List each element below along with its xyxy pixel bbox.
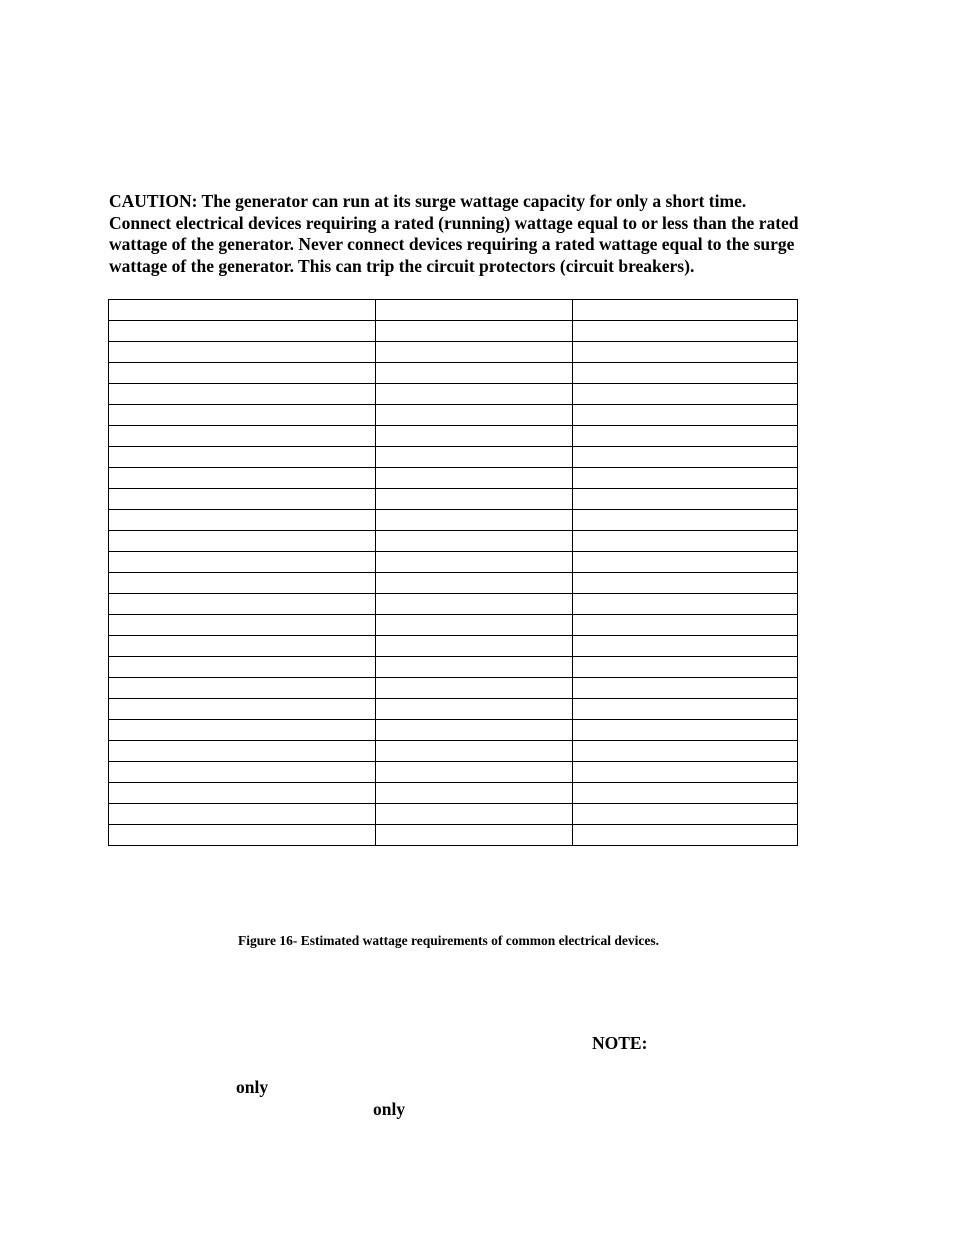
table-cell xyxy=(109,510,376,531)
table-row xyxy=(109,783,798,804)
table-row xyxy=(109,615,798,636)
table-cell xyxy=(109,825,376,846)
table-cell xyxy=(573,342,798,363)
table-cell xyxy=(109,699,376,720)
table-row xyxy=(109,594,798,615)
table-cell xyxy=(109,552,376,573)
table-row xyxy=(109,720,798,741)
table-cell xyxy=(573,531,798,552)
table-cell xyxy=(573,405,798,426)
caution-line: wattage of the generator. This can trip the circuit protectors (circuit breakers). xyxy=(109,255,695,276)
table-row xyxy=(109,447,798,468)
table-cell xyxy=(109,342,376,363)
table-cell xyxy=(573,384,798,405)
table-row xyxy=(109,699,798,720)
table-cell xyxy=(376,573,573,594)
table-cell xyxy=(573,426,798,447)
table-cell xyxy=(109,489,376,510)
table-cell xyxy=(573,363,798,384)
table-cell xyxy=(109,741,376,762)
table-cell xyxy=(573,804,798,825)
table-cell xyxy=(573,741,798,762)
table-cell xyxy=(376,657,573,678)
table-cell xyxy=(573,825,798,846)
note-emphasis-only: only xyxy=(236,1077,269,1097)
wattage-table xyxy=(108,299,798,846)
table-cell xyxy=(376,783,573,804)
table-cell xyxy=(376,636,573,657)
table-cell xyxy=(109,447,376,468)
table-cell xyxy=(573,489,798,510)
table-cell xyxy=(376,552,573,573)
table-cell xyxy=(376,342,573,363)
table-cell xyxy=(573,783,798,804)
table-cell xyxy=(109,804,376,825)
table-cell xyxy=(573,657,798,678)
wattage-table-body xyxy=(109,300,798,846)
table-cell xyxy=(573,321,798,342)
table-cell xyxy=(573,468,798,489)
table-cell xyxy=(109,762,376,783)
table-cell xyxy=(109,363,376,384)
figure-caption: Figure 16- Estimated wattage requirements of common electrical devices. xyxy=(238,933,660,948)
table-cell xyxy=(376,678,573,699)
table-row xyxy=(109,531,798,552)
table-cell xyxy=(376,426,573,447)
table-cell xyxy=(376,384,573,405)
table-row xyxy=(109,804,798,825)
table-cell xyxy=(109,636,376,657)
table-row xyxy=(109,300,798,321)
table-cell xyxy=(573,573,798,594)
table-row xyxy=(109,552,798,573)
table-row xyxy=(109,678,798,699)
table-row xyxy=(109,636,798,657)
table-cell xyxy=(573,720,798,741)
table-cell xyxy=(573,300,798,321)
table-cell xyxy=(109,300,376,321)
table-cell xyxy=(573,762,798,783)
table-row xyxy=(109,489,798,510)
table-cell xyxy=(109,594,376,615)
table-cell xyxy=(376,405,573,426)
table-row xyxy=(109,321,798,342)
table-row xyxy=(109,573,798,594)
table-cell xyxy=(376,531,573,552)
table-row xyxy=(109,510,798,531)
table-row xyxy=(109,426,798,447)
table-cell xyxy=(376,825,573,846)
table-cell xyxy=(376,300,573,321)
table-cell xyxy=(109,783,376,804)
table-cell xyxy=(376,699,573,720)
table-cell xyxy=(376,741,573,762)
table-cell xyxy=(376,594,573,615)
caution-line: CAUTION: The generator can run at its surge wattage capacity for only a short time. xyxy=(109,191,747,211)
table-cell xyxy=(573,594,798,615)
table-row xyxy=(109,405,798,426)
table-cell xyxy=(573,552,798,573)
table-cell xyxy=(573,636,798,657)
table-cell xyxy=(376,615,573,636)
table-cell xyxy=(109,468,376,489)
table-cell xyxy=(573,615,798,636)
table-cell xyxy=(109,405,376,426)
table-cell xyxy=(109,321,376,342)
table-cell xyxy=(376,363,573,384)
table-cell xyxy=(573,510,798,531)
table-cell xyxy=(109,426,376,447)
note-emphasis-only: only xyxy=(373,1099,406,1119)
table-cell xyxy=(376,510,573,531)
table-cell xyxy=(376,762,573,783)
table-cell xyxy=(109,657,376,678)
table-row xyxy=(109,363,798,384)
table-cell xyxy=(376,804,573,825)
table-cell xyxy=(376,489,573,510)
table-row xyxy=(109,468,798,489)
caution-line: wattage of the generator. Never connect devices requiring a rated wattage equal to the surge xyxy=(109,234,795,254)
caution-paragraph xyxy=(109,191,869,277)
table-row xyxy=(109,657,798,678)
table-cell xyxy=(376,468,573,489)
table-cell xyxy=(573,447,798,468)
table-cell xyxy=(376,447,573,468)
table-cell xyxy=(109,573,376,594)
table-cell xyxy=(376,720,573,741)
table-row xyxy=(109,762,798,783)
table-cell xyxy=(109,720,376,741)
table-cell xyxy=(109,384,376,405)
table-cell xyxy=(109,615,376,636)
table-row xyxy=(109,741,798,762)
caution-line: Connect electrical devices requiring a rated (running) wattage equal to or less than the rated xyxy=(109,212,799,233)
table-row xyxy=(109,384,798,405)
table-row xyxy=(109,342,798,363)
table-row xyxy=(109,825,798,846)
table-cell xyxy=(376,321,573,342)
table-cell xyxy=(109,678,376,699)
note-label: NOTE: xyxy=(592,1033,648,1053)
table-cell xyxy=(109,531,376,552)
table-cell xyxy=(573,699,798,720)
table-cell xyxy=(573,678,798,699)
